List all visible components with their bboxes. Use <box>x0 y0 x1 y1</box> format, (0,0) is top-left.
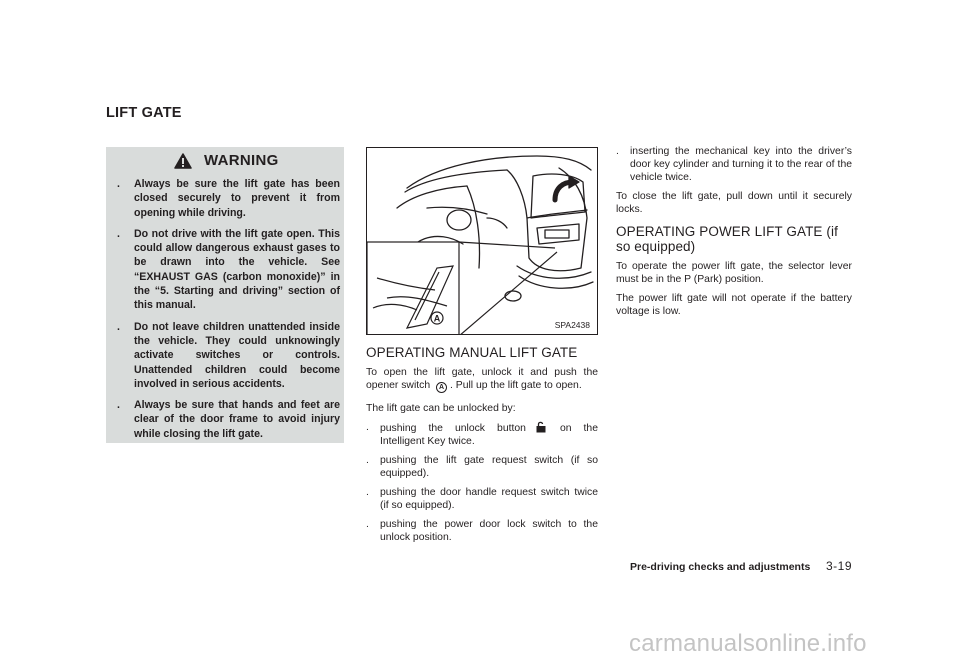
warning-item-text: Always be sure the lift gate has been closed securely to prevent it from opening while driving. <box>134 178 340 219</box>
text: on the Intelligent Key twice. <box>380 423 598 447</box>
text: . Pull up the lift gate to open. <box>450 380 582 391</box>
bullet: . <box>117 227 120 240</box>
warning-triangle-icon <box>174 153 192 169</box>
warning-item <box>114 227 340 313</box>
power-lift-gate-heading: OPERATING POWER LIFT GATE (if so equipped) <box>616 224 838 254</box>
callout-a-icon: A <box>436 382 447 393</box>
watermark: carmanualsonline.info <box>629 630 867 657</box>
bullet: . <box>117 178 120 190</box>
text: pushing the power door lock switch to the unlock position. <box>380 519 598 543</box>
text: To open the lift gate, unlock it and push the opener switch <box>366 367 598 391</box>
power-paragraph-2: The power lift gate will not operate if the battery voltage is low. <box>616 293 852 317</box>
text: pushing the door handle request switch twice (if so equipped). <box>380 487 598 511</box>
lift-gate-illustration <box>366 147 598 335</box>
manual-paragraph-2: The lift gate can be unlocked by: <box>366 403 516 414</box>
warning-header <box>106 147 344 173</box>
text: pushing the lift gate request switch (if so equipped). <box>380 455 598 479</box>
power-paragraph-1: To operate the power lift gate, the selector lever must be in the P (Park) position. <box>616 261 852 285</box>
bullet: . <box>366 455 369 466</box>
warning-item-text: Do not leave children unattended inside the vehicle. They could unknowingly activate switches or controls. Unattended children could become involved in serious accidents. <box>134 320 340 390</box>
figure-code: SPA2438 <box>554 320 590 330</box>
bullet: . <box>117 399 120 412</box>
close-paragraph: To close the lift gate, pull down until it securely locks. <box>616 191 852 215</box>
footer-section-label: Pre-driving checks and adjustments <box>630 561 811 573</box>
manual-paragraph-1 <box>366 366 598 393</box>
bullet: . <box>366 422 369 433</box>
warning-box <box>106 147 344 443</box>
list-item <box>616 145 852 184</box>
bullet: . <box>366 487 369 498</box>
warning-item <box>114 398 340 441</box>
text: pushing the unlock button <box>380 423 526 434</box>
unlock-icon <box>536 421 546 433</box>
warning-list <box>114 177 340 448</box>
list-item <box>366 486 598 512</box>
callout-a-label: A <box>433 313 441 324</box>
warning-item-text: Always be sure that hands and feet are clear of the door frame to avoid injury while closing the lift gate. <box>134 399 340 440</box>
bullet: . <box>616 146 619 157</box>
section-title: LIFT GATE <box>106 105 182 121</box>
warning-title: WARNING <box>204 152 279 169</box>
warning-item <box>114 177 340 220</box>
vehicle-rear-drawing <box>367 148 598 335</box>
page-number: 3-19 <box>826 559 853 573</box>
bullet: . <box>366 519 369 530</box>
list-item <box>366 518 598 544</box>
bullet: . <box>117 320 120 333</box>
text: inserting the mechanical key into the driver’s door key cylinder and turning it to the rear of the vehicle twice. <box>630 146 852 183</box>
list-item <box>366 421 598 448</box>
warning-item <box>114 320 340 391</box>
warning-item-text: Do not drive with the lift gate open. This could allow dangerous exhaust gases to be drawn into the vehicle. See “EXHAUST GAS (carbon monoxide)” in the “5. Starting and driving” section of this manual. <box>134 227 340 312</box>
manual-lift-gate-heading: OPERATING MANUAL LIFT GATE <box>366 345 578 360</box>
list-item <box>366 454 598 480</box>
